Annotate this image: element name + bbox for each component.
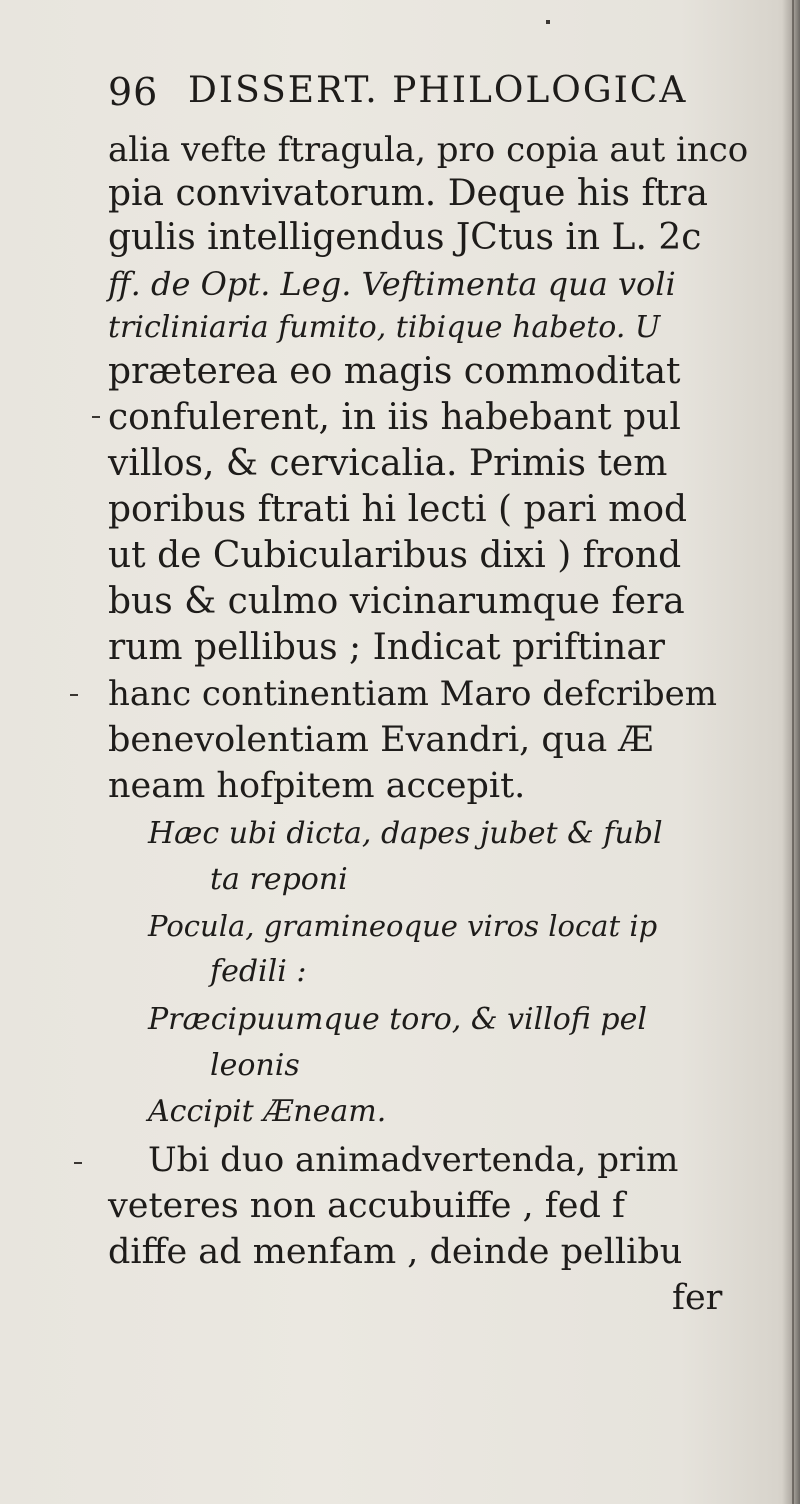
page-header	[108, 70, 788, 116]
verse-line-2: ta reponi	[210, 862, 348, 897]
verse-line-3: Pocula, gramineoque viros locat ip	[148, 909, 658, 943]
verse-line-4: fedili :	[210, 954, 307, 989]
page-edge-line	[792, 0, 794, 1504]
verse-line-7: Accipit Æneam.	[148, 1094, 387, 1129]
verse-line-6: leonis	[210, 1048, 300, 1083]
text-line-6: præterea eo magis commoditat	[108, 351, 681, 392]
page-number: 96	[108, 70, 159, 114]
text-line-18: diffe ad menfam , deinde pellibu	[108, 1232, 683, 1272]
text-line-5: tricliniaria fumito, tibique habeto. U	[108, 310, 661, 345]
text-line-12: rum pellibus ; Indicat priftinar	[108, 627, 666, 668]
stray-mark	[74, 1162, 82, 1164]
text-line-8: villos, & cervicalia. Primis tem	[108, 443, 668, 484]
verse-line-1: Hæc ubi dicta, dapes jubet & fubl	[148, 816, 663, 851]
stray-mark	[546, 20, 550, 24]
stray-mark	[92, 416, 100, 418]
text-line-4: ff. de Opt. Leg. Veftimenta qua voli	[108, 265, 676, 303]
text-line-17: veteres non accubuiffe , fed f	[108, 1186, 625, 1226]
text-line-1: alia vefte ftragula, pro copia aut inco	[108, 130, 749, 170]
text-line-7: confulerent, in iis habebant pul	[108, 397, 681, 438]
text-line-3: gulis intelligendus JCtus in L. 2c	[108, 217, 702, 258]
page-edge-shadow	[782, 0, 800, 1504]
verse-line-5: Præcipuumque toro, & villofi pel	[148, 1002, 647, 1037]
text-line-15: neam hofpitem accepit.	[108, 766, 526, 806]
text-line-11: bus & culmo vicinarumque fera	[108, 581, 685, 622]
text-line-10: ut de Cubicularibus dixi ) frond	[108, 535, 682, 576]
catchword: fer	[672, 1278, 723, 1318]
text-line-13: hanc continentiam Maro defcribem	[108, 674, 718, 714]
text-line-16: Ubi duo animadvertenda, prim	[148, 1140, 679, 1180]
text-line-9: poribus ftrati hi lecti ( pari mod	[108, 489, 688, 530]
running-head: DISSERT. PHILOLOGICA	[188, 70, 688, 111]
text-line-14: benevolentiam Evandri, qua Æ	[108, 720, 654, 760]
text-line-2: pia convivatorum. Deque his ftra	[108, 173, 708, 214]
stray-mark	[70, 694, 78, 696]
